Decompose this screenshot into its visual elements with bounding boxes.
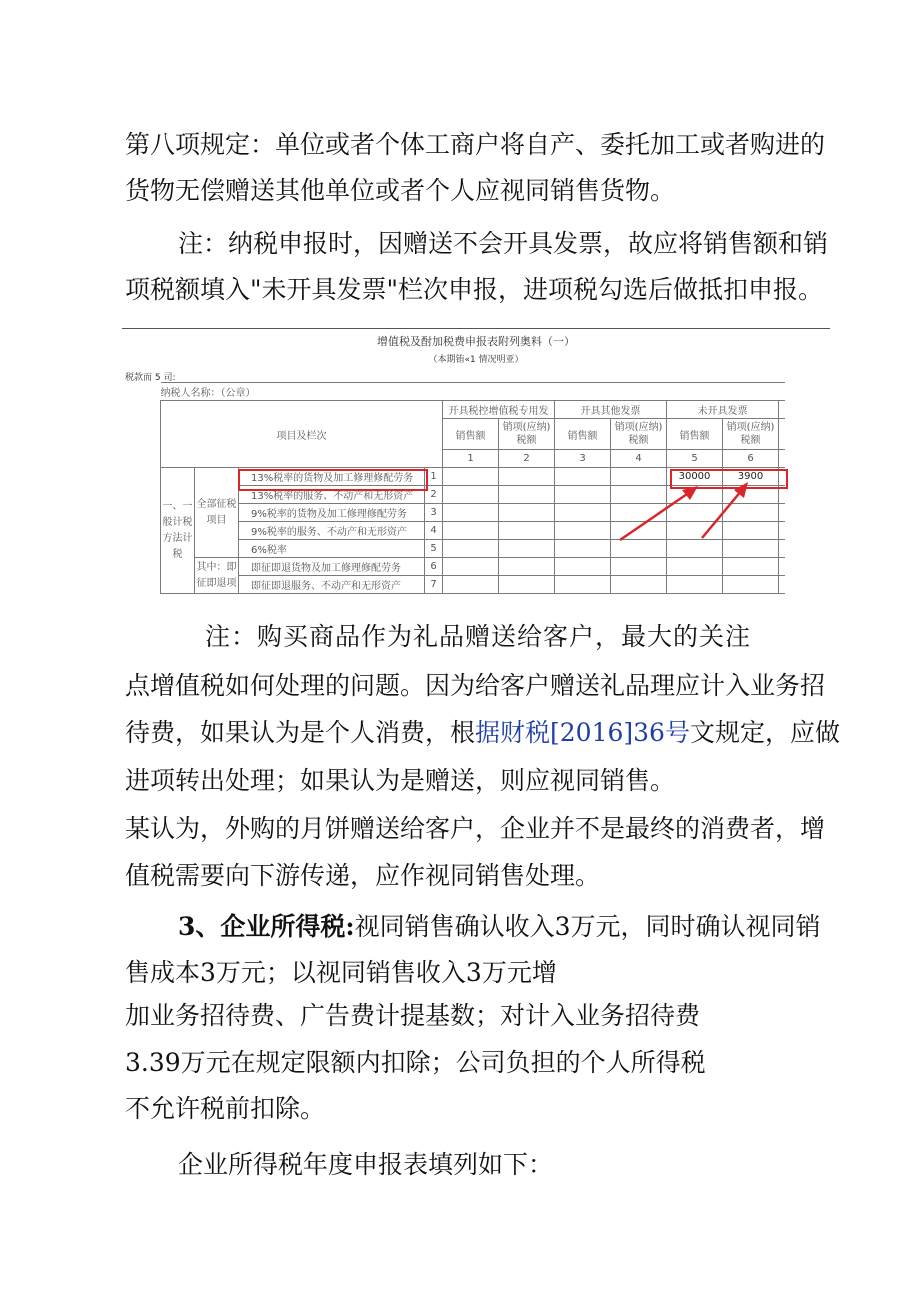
row-no: 1 bbox=[425, 468, 443, 486]
col-number: 2 bbox=[499, 450, 555, 468]
col-number: 4 bbox=[611, 450, 667, 468]
para-5-line-1 bbox=[178, 912, 821, 942]
para-5-line-1-text: 视同销售确认收入3万元，同时确认视同销 bbox=[354, 912, 821, 941]
subsection-immediate-refund: 其中：即征即退项 bbox=[195, 558, 239, 594]
para-4-line-1: 某认为，外购的月饼赠送给客户，企业并不是最终的消费者，增 bbox=[125, 814, 826, 843]
para-3-line-3: 进项转出处理；如果认为是赠送，则应视同销售。 bbox=[125, 766, 676, 795]
form-title: 增值税及酎加税费申报表附列奥料（一） bbox=[377, 335, 575, 348]
row-label: 9%税率的货物及加工修理修配劳务 bbox=[239, 504, 425, 522]
col-number: 5 bbox=[667, 450, 723, 468]
row-no: 6 bbox=[425, 558, 443, 576]
col-number: 6 bbox=[723, 450, 779, 468]
row-label: 6%税率 bbox=[239, 540, 425, 558]
row-no: 2 bbox=[425, 486, 443, 504]
header-group-no-invoice: 未开具发票 bbox=[667, 401, 779, 419]
para-3-line-2b: 文规定，应做 bbox=[689, 718, 840, 747]
form-top-rule bbox=[122, 328, 830, 329]
form-unit: 税款而 5 司: bbox=[125, 373, 176, 383]
row-no: 3 bbox=[425, 504, 443, 522]
row-no: 4 bbox=[425, 522, 443, 540]
row-label: 9%税率的服务、不动产和无形资产 bbox=[239, 522, 425, 540]
row-no: 7 bbox=[425, 576, 443, 594]
para-5-line-4: 3.39万元在规定限额内扣除；公司负担的个人所得税 bbox=[125, 1048, 706, 1077]
arrow-icon bbox=[602, 478, 762, 548]
policy-reference-link[interactable]: 据财税[2016]36号 bbox=[475, 718, 690, 747]
col-sales-2: 销售额 bbox=[555, 419, 611, 450]
highlight-box-row-label bbox=[238, 469, 428, 491]
para-1-line-2: 货物无偿赠送其他单位或者个人应视同销售货物。 bbox=[125, 176, 676, 205]
header-group-other-invoice: 开具其他发票 bbox=[555, 401, 667, 419]
col-tax-3: 销项(应纳)税额 bbox=[723, 419, 779, 450]
para-3-line-1: 点增值税如何处理的问题。因为给客户赠送礼品理应计入业务招 bbox=[125, 671, 826, 700]
form-subtitle: （本期铕«1 情况明亚） bbox=[428, 355, 524, 365]
row-1-sales-no-invoice: 30000 bbox=[667, 468, 723, 486]
vat-form-image bbox=[122, 328, 830, 610]
row-label: 即征即退货物及加工修理修配劳务 bbox=[239, 558, 425, 576]
para-3-line-2a: 待费，如果认为是个人消费，根 bbox=[125, 718, 476, 747]
header-group-special-invoice: 开具税控增值税专用发 bbox=[443, 401, 555, 419]
para-4-line-2: 值税需要向下游传递，应作视同销售处理。 bbox=[125, 861, 601, 890]
para-2-line-2: 项税额填入"未开具发票"栏次申报，进项税勾选后做抵扣申报。 bbox=[125, 275, 824, 304]
col-tax-1: 销项(应纳)税额 bbox=[499, 419, 555, 450]
col-number: 1 bbox=[443, 450, 499, 468]
row-1-tax-no-invoice: 3900 bbox=[723, 468, 779, 486]
col-tax-2: 销项(应纳)税额 bbox=[611, 419, 667, 450]
row-no: 5 bbox=[425, 540, 443, 558]
subsection-all-taxable: 全部征税项目 bbox=[195, 468, 239, 558]
section-general: 一、一般计税方法计税 bbox=[161, 468, 195, 594]
col-number: 3 bbox=[555, 450, 611, 468]
para-6-line-1: 企业所得税年度申报表填列如下： bbox=[178, 1150, 554, 1179]
col-sales-1: 销售额 bbox=[443, 419, 499, 450]
para-3-line-2 bbox=[125, 718, 840, 748]
header-item: 项目及栏次 bbox=[161, 401, 443, 468]
para-2-line-1: 注：纳税申报时，因赠送不会开具发票，故应将销售额和销 bbox=[178, 229, 829, 258]
col-sales-3: 销售额 bbox=[667, 419, 723, 450]
para-5-line-5: 不允许税前扣除。 bbox=[125, 1094, 326, 1123]
row-label: 13%税率的服务、不动产和无形资产 bbox=[239, 486, 425, 504]
row-label: 13%税率的货物及加工修理修配劳务 bbox=[239, 468, 425, 486]
taxpayer-name: 纳税人名称：（公章） bbox=[161, 383, 443, 401]
row-label: 即征即退服务、不动产和无形资产 bbox=[239, 576, 425, 594]
para-1-line-1: 第八项规定：单位或者个体工商户将自产、委托加工或者购进的 bbox=[125, 130, 826, 159]
para-5-line-2: 售成本3万元；以视同销售收入3万元增 bbox=[125, 958, 557, 987]
para-3-note: 注：购买商品作为礼品赠送给客户，最大的关注 bbox=[205, 622, 752, 651]
para-5-heading: 3、企业所得税: bbox=[178, 912, 355, 941]
para-5-line-3: 加业务招待费、广告费计提基数；对计入业务招待费 bbox=[125, 1001, 701, 1030]
